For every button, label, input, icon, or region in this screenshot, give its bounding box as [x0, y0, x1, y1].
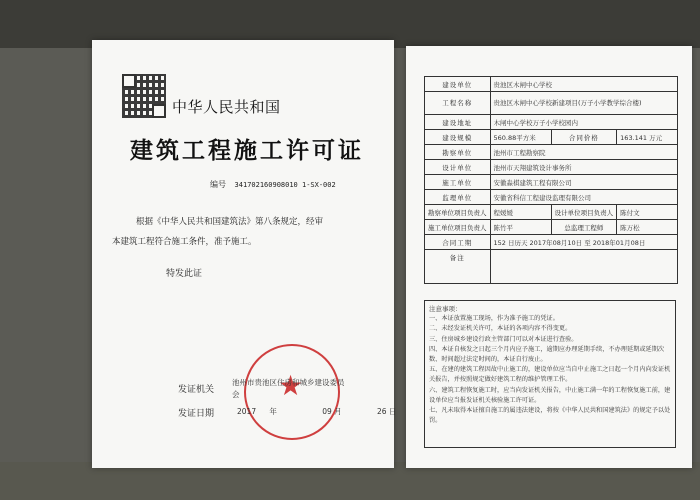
- row-value: 贵池区木闸中心学校: [490, 77, 678, 92]
- row-label: 勘察单位项目负责人: [425, 205, 491, 220]
- issue-date: [237, 406, 396, 417]
- date-year-unit: 年: [269, 407, 277, 416]
- row-label: 设计单位项目负责人: [551, 205, 617, 220]
- row-value: 池州市天翔建筑设计事务所: [490, 160, 678, 175]
- certificate-body: [112, 212, 372, 252]
- date-day-unit: 日: [388, 407, 397, 416]
- date-month: 09: [322, 407, 332, 416]
- date-month-unit: 月: [334, 407, 342, 416]
- row-value: 程媛媛: [490, 205, 551, 220]
- issuer-label: 发证机关: [178, 385, 215, 395]
- table-row: [425, 205, 678, 220]
- qr-code-icon: [122, 74, 166, 118]
- certificate-title: 建筑工程施工许可证: [130, 138, 364, 164]
- note-item: 七、凡未取得本证擅自施工的属违法建设，将按《中华人民共和国建筑法》的规定予以处罚。: [429, 407, 671, 425]
- note-item: 四、本证自核发之日起三个月内应予施工，逾期应办理延期手续，不办理延期或延期次数、时间超过法定时间的，本证自行废止。: [429, 345, 665, 364]
- row-label: 监理单位: [425, 190, 491, 205]
- note-item: 二、未经发证机关许可，本证的各项内容不得变更。: [429, 325, 572, 333]
- row-label: 合同工期: [425, 235, 491, 250]
- number-label: 编号: [210, 180, 226, 189]
- date-day: 26: [377, 407, 387, 416]
- row-value: 安徽省科信工程建设监理有限公司: [490, 190, 678, 205]
- table-row: [425, 77, 678, 92]
- certificate-number: [210, 179, 336, 190]
- body-line-1: 根据《中华人民共和国建筑法》第八条规定，经审: [136, 217, 324, 227]
- notes-title: 注意事项：: [429, 305, 462, 313]
- row-value: 152 日历天 2017年08月10日 至 2018年01月08日: [490, 235, 678, 250]
- note-item: 六、建筑工程恢复施工时，应当向发证机关报告，中止施工满一年的工程恢复施工前，建设单位应当报发证机关核验施工许可证。: [429, 386, 671, 404]
- permit-details-page: [406, 46, 692, 468]
- row-label: 设计单位: [425, 160, 491, 175]
- body-line-2: 本建筑工程符合施工条件，准予施工。: [112, 237, 257, 247]
- table-row: [425, 175, 678, 190]
- row-value: 池州市工程勘察院: [490, 145, 678, 160]
- date-year: 2017: [237, 407, 257, 416]
- note-item: 五、在建的建筑工程因故中止施工的，建设单位应当自中止施工之日起一个月内向发证机关报告，并按照规定做好建筑工程的维护管理工作。: [429, 366, 671, 384]
- row-value: 陈竹平: [490, 220, 551, 235]
- table-row: [425, 190, 678, 205]
- note-item: 一、本证放置施工现场，作为准予施工的凭证。: [429, 315, 559, 323]
- row-label: 勘察单位: [425, 145, 491, 160]
- row-label: 总监理工程师: [551, 220, 617, 235]
- table-row: [425, 250, 678, 284]
- table-row: [425, 92, 678, 115]
- row-label: 建设规模: [425, 130, 491, 145]
- row-label: 施工单位项目负责人: [425, 220, 491, 235]
- row-label: 工程名称: [425, 92, 491, 115]
- row-value: 贵池区木闸中心学校新建项目(万子小学教学综合楼): [490, 92, 678, 115]
- price-unit: 万元: [649, 133, 663, 142]
- row-label: 备注: [425, 250, 491, 284]
- table-row: [425, 220, 678, 235]
- seal-star-icon: ★: [278, 369, 304, 402]
- row-value: 木闸中心学校万子小学校园内: [490, 115, 678, 130]
- row-label: 建设地址: [425, 115, 491, 130]
- table-row: [425, 160, 678, 175]
- permit-cover-page: [92, 40, 397, 468]
- row-label: 合同价格: [551, 130, 617, 145]
- table-row: [425, 115, 678, 130]
- row-label: 施工单位: [425, 175, 491, 190]
- price-value: 163.141: [620, 133, 648, 142]
- note-item: 三、住房城乡建设行政主管部门可以对本证进行查验。: [429, 335, 578, 343]
- number-value: 341702160908010 1-SX-002: [234, 181, 336, 189]
- table-row: [425, 130, 678, 145]
- country-name: 中华人民共和国: [172, 98, 281, 116]
- row-value: 陈万松: [617, 220, 678, 235]
- row-value: 陈付文: [617, 205, 678, 220]
- row-value: [490, 250, 678, 284]
- issue-date-label: 发证日期: [178, 409, 215, 419]
- row-value: [617, 130, 678, 145]
- table-row: [425, 145, 678, 160]
- special-issue-text: 特发此证: [166, 269, 203, 279]
- table-row: [425, 235, 678, 250]
- row-value: 560.88平方米: [490, 130, 551, 145]
- row-label: 建设单位: [425, 77, 491, 92]
- project-details-table: [424, 76, 678, 284]
- notes-box: [424, 300, 676, 448]
- row-value: 安徽淼棋建筑工程有限公司: [490, 175, 678, 190]
- issuer-name: 池州市贵池区住房和城乡建设委员会: [232, 378, 345, 399]
